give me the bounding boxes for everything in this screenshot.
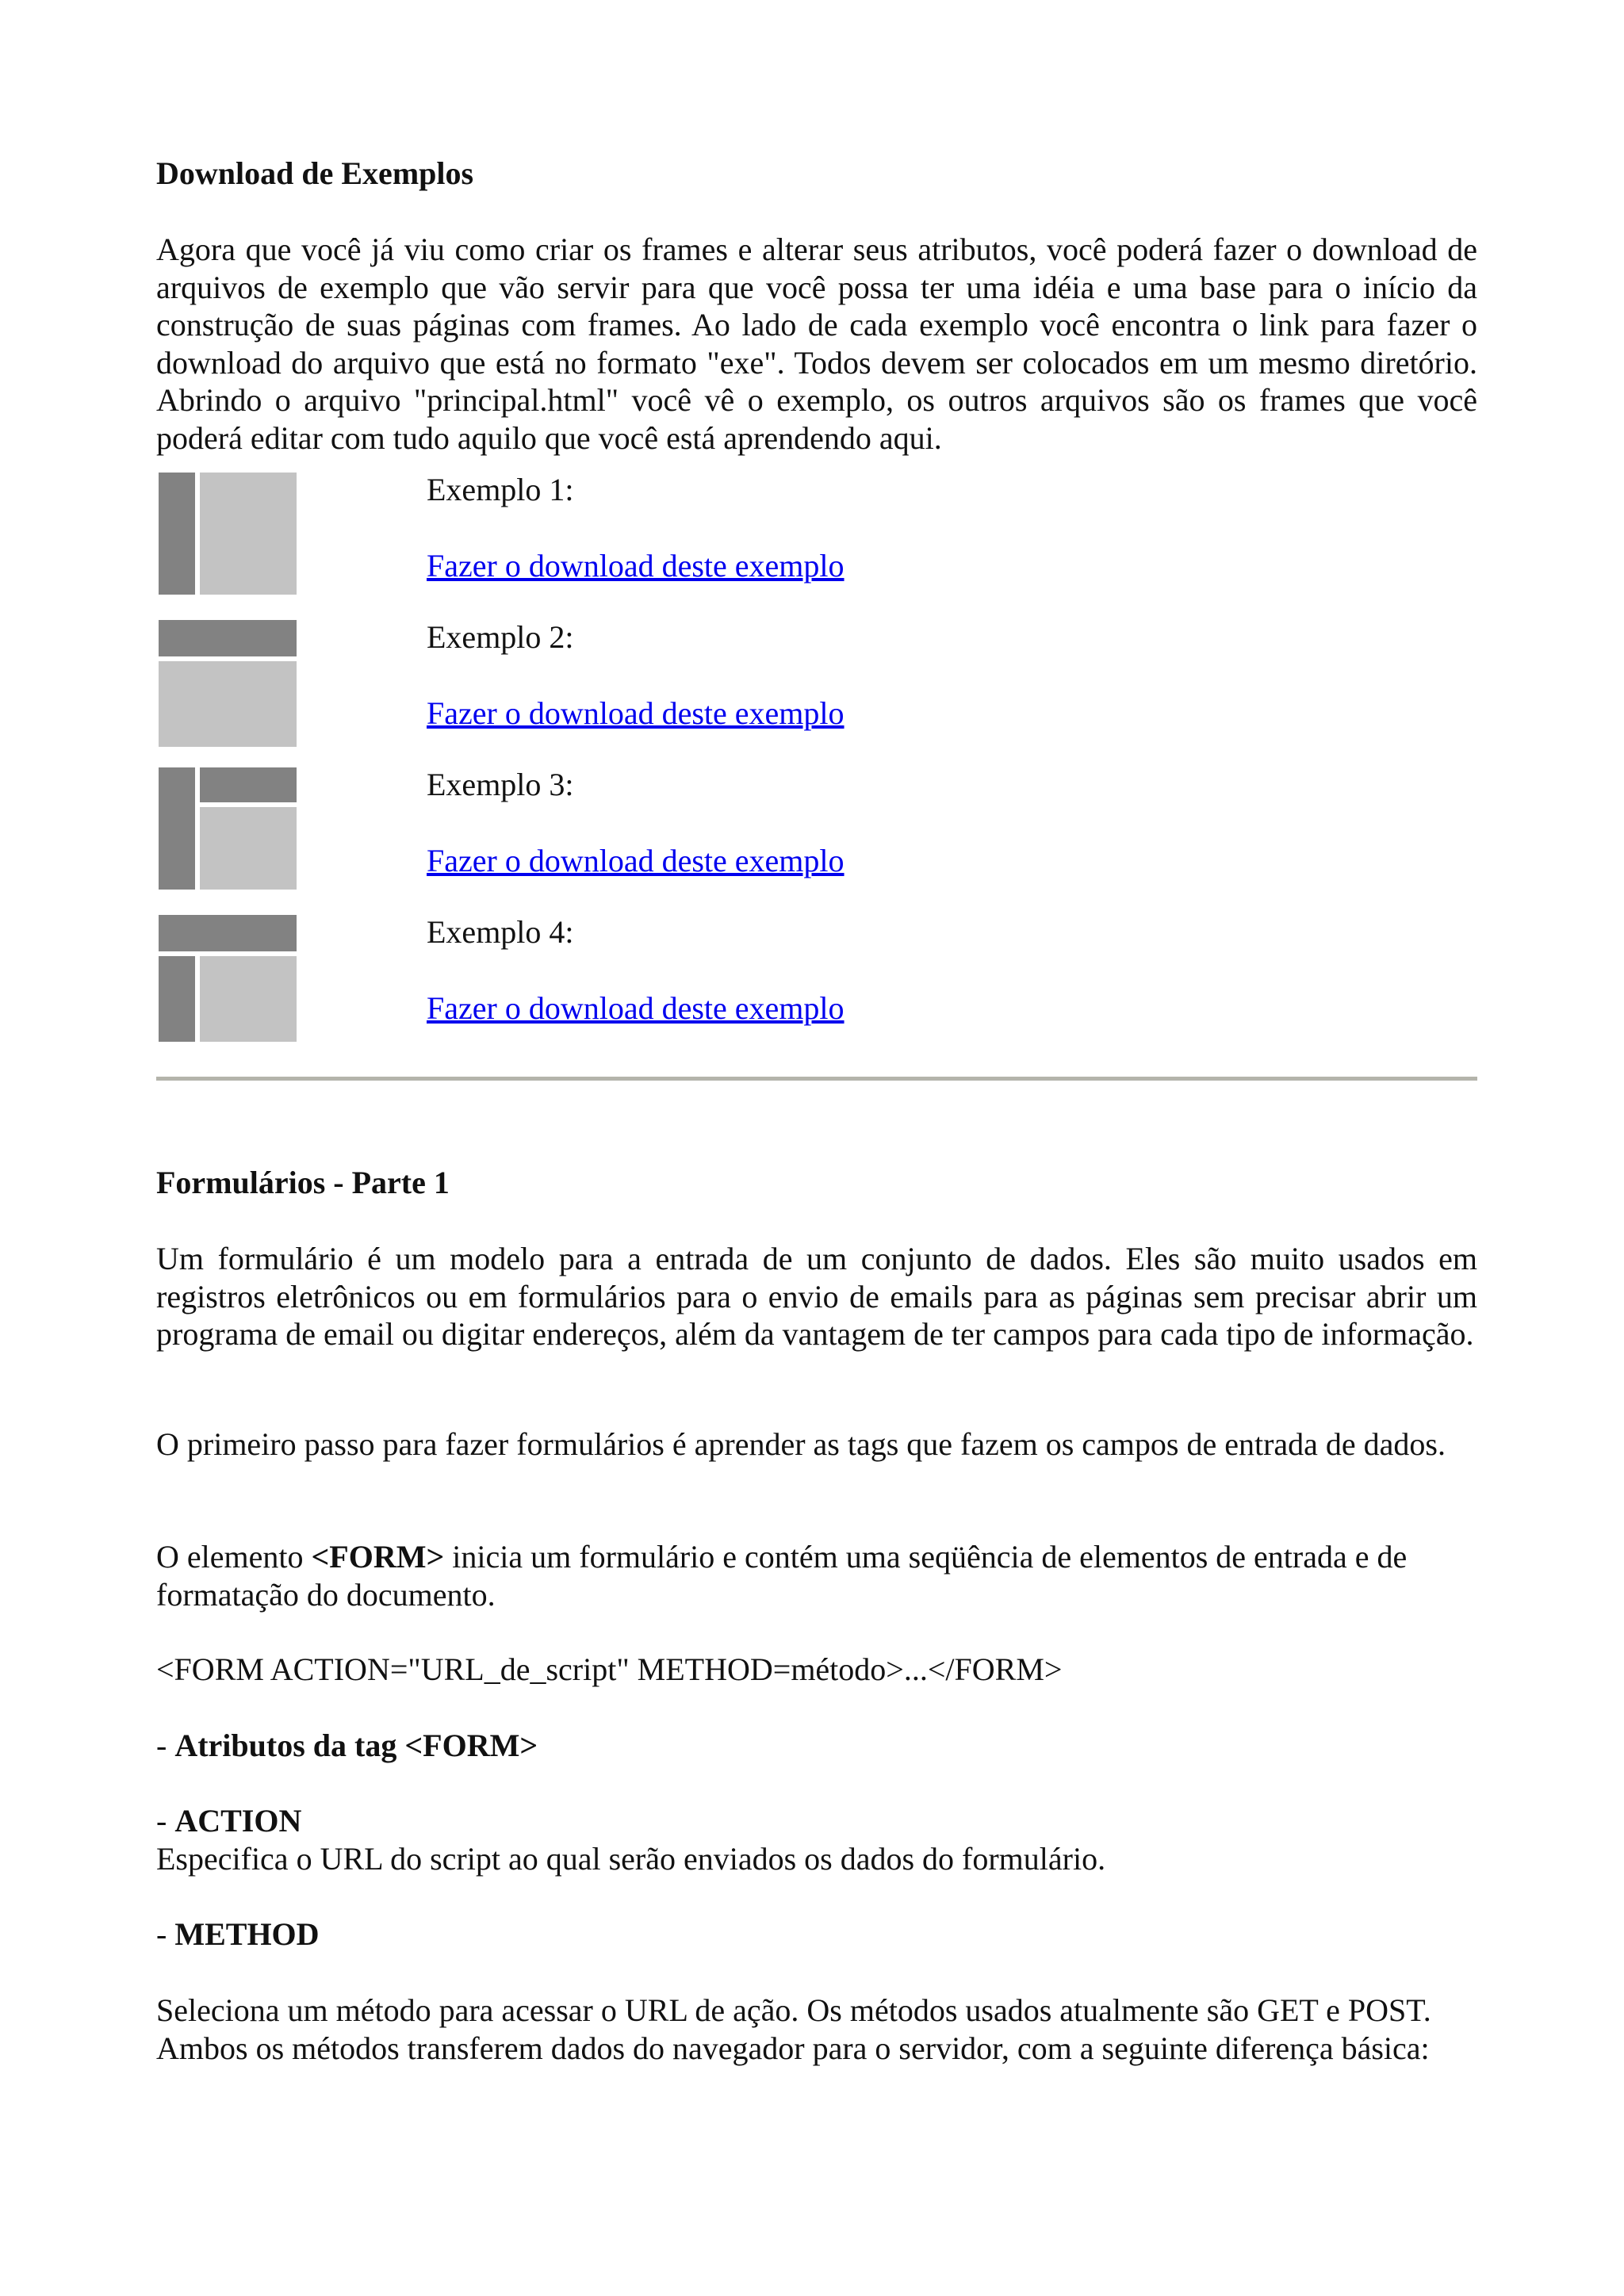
frame-layout-left-column-icon (159, 473, 297, 595)
example-label: Exemplo 1: (427, 472, 574, 507)
heading-formularios: Formulários - Parte 1 (156, 1165, 450, 1200)
intro-paragraph: Agora que você já viu como criar os frames e alterar seus atributos, você poderá fazer o download de arquivos de exemplo que vão servir para que você possa ter uma idéia e uma base para o início da construção de suas páginas com frames. Ao lado de cada exemplo você encontra o link para fazer o download do arquivo que está no formato "exe". Todos devem ser colocados em um mesmo diretório. Abrindo o arquivo "principal.html" você vê o exemplo, os outros arquivos são os frames que você poderá editar com tudo aquilo que você está aprendendo aqui. (156, 232, 1477, 456)
p3-text-end: inicia um formulário e contém uma seqüência de elementos de entrada e de formatação do documento. (156, 1539, 1408, 1613)
horizontal-divider (156, 1077, 1477, 1081)
formularios-paragraph-1: Um formulário é um modelo para a entrada de um conjunto de dados. Eles são muito usados em registros eletrônicos ou em formulários para o envio de emails para as páginas sem precisar abrir um programa de email ou digitar endereços, além da vantagem de ter campos para cada tipo de informação. (156, 1241, 1477, 1352)
formularios-p3-block (156, 1538, 1477, 1613)
formularios-paragraph-3 (156, 1538, 1477, 1613)
action-dash: - (156, 1803, 175, 1839)
download-link-example-3[interactable]: Fazer o download deste exemplo (427, 843, 845, 878)
form-tag-bold: <FORM> (311, 1539, 445, 1575)
download-link-example-2[interactable]: Fazer o download deste exemplo (427, 695, 845, 731)
download-link-example-1[interactable]: Fazer o download deste exemplo (427, 548, 845, 584)
action-description: Especifica o URL do script ao qual serão enviados os dados do formulário. (156, 1840, 1106, 1877)
action-heading (156, 1802, 1477, 1840)
download-link-example-4[interactable]: Fazer o download deste exemplo (427, 990, 845, 1026)
formularios-p2-block (156, 1425, 1477, 1464)
examples-list (156, 471, 1477, 1061)
example-row-3 (156, 766, 1477, 913)
attributes-heading (156, 1727, 1477, 1765)
example-row-1 (156, 471, 1477, 618)
attributes-heading-block (156, 1727, 1477, 1765)
attributes-dash: - (156, 1728, 175, 1763)
form-code-block (156, 1651, 1477, 1689)
example-row-4 (156, 913, 1477, 1061)
section-download-title (156, 155, 1477, 193)
section-formularios-title (156, 1164, 1477, 1202)
frame-layout-left-column-top-right-icon (159, 767, 297, 890)
method-description-block (156, 1992, 1477, 2067)
formularios-p1-block (156, 1240, 1477, 1353)
example-row-2 (156, 618, 1477, 766)
action-title: ACTION (174, 1803, 302, 1839)
frame-layout-top-row-icon (159, 620, 297, 747)
method-heading (156, 1915, 1477, 1954)
example-label: Exemplo 3: (427, 767, 574, 802)
section-download-intro (156, 231, 1477, 457)
method-description: Seleciona um método para acessar o URL de ação. Os métodos usados atualmente são GET e POST. Ambos os métodos transferem dados do navegador para o servidor, com a seguinte diferença básica: (156, 1992, 1431, 2066)
heading-download-exemplos: Download de Exemplos (156, 155, 474, 191)
method-title: METHOD (174, 1916, 320, 1952)
example-label: Exemplo 2: (427, 619, 574, 655)
attributes-title: Atributos da tag <FORM> (174, 1728, 538, 1763)
example-label: Exemplo 4: (427, 914, 574, 950)
p3-text-start: O elemento (156, 1539, 312, 1575)
action-attribute-block (156, 1802, 1477, 1877)
form-syntax-example: <FORM ACTION="URL_de_script" METHOD=método>...</FORM> (156, 1651, 1063, 1687)
formularios-paragraph-2: O primeiro passo para fazer formulários é aprender as tags que fazem os campos de entrada de dados. (156, 1426, 1446, 1462)
method-attribute-heading-block (156, 1915, 1477, 1954)
method-dash: - (156, 1916, 175, 1952)
frame-layout-top-row-left-column-icon (159, 915, 297, 1042)
